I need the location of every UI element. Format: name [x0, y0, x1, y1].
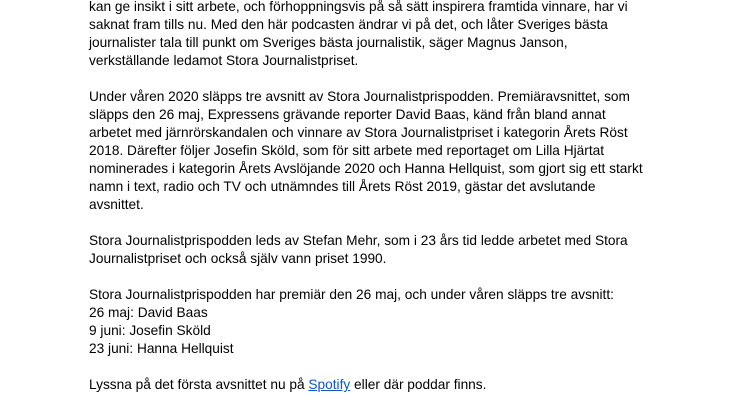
schedule-item: 23 juni: Hanna Hellquist: [89, 341, 234, 356]
text-line: 2018. Därefter följer Josefin Sköld, som för sitt arbete med reportaget om Lilla Hjärtat: [89, 143, 605, 158]
text-line: avsnittet.: [89, 197, 144, 212]
listen-text-after: eller där poddar finns.: [350, 377, 487, 392]
document-body: [89, 0, 729, 394]
spotify-link[interactable]: Spotify: [308, 377, 351, 392]
text-line: kan ge insikt i sitt arbete, och förhoppningsvis på så sätt inspirera framtida vinnare, har vi: [89, 0, 628, 14]
paragraph-quote-end: [89, 0, 729, 70]
text-line: journalister tala till punkt om Sveriges bästa journalistik, säger Magnus Janson,: [89, 35, 568, 50]
paragraph-schedule: [89, 286, 729, 358]
text-line: verkställande ledamot Stora Journalistpriset.: [89, 53, 359, 68]
text-line: Stora Journalistprispodden leds av Stefan Mehr, som i 23 års tid ledde arbetet med Stora: [89, 233, 628, 248]
listen-text-before: Lyssna på det första avsnittet nu på: [89, 377, 309, 392]
text-line: släpps den 26 maj, Expressens grävande reporter David Baas, känd från bland annat: [89, 107, 606, 122]
text-line: Stora Journalistprispodden har premiär den 26 maj, och under våren släpps tre avsnitt:: [89, 287, 614, 302]
text-line: Journalistpriset och också själv vann priset 1990.: [89, 251, 387, 266]
paragraph-spacer: [89, 358, 729, 376]
text-line: Under våren 2020 släpps tre avsnitt av Stora Journalistprispodden. Premiäravsnittet, som: [89, 89, 630, 104]
paragraph-spacer: [89, 268, 729, 286]
paragraph-spacer: [89, 70, 729, 88]
paragraph-spacer: [89, 214, 729, 232]
listen-line: [89, 376, 729, 394]
schedule-item: 9 juni: Josefin Sköld: [89, 323, 211, 338]
text-line: nominerades i kategorin Årets Avslöjande 2020 och Hanna Hellquist, som gjort sig ett starkt: [89, 161, 643, 176]
text-line: arbetet med järnrörskandalen och vinnare av Stora Journalistpriset i kategorin Årets Röst: [89, 125, 628, 140]
text-line: namn i text, radio och TV och utnämndes till Årets Röst 2019, gästar det avslutande: [89, 179, 596, 194]
schedule-item: 26 maj: David Baas: [89, 305, 208, 320]
paragraph-episodes: [89, 88, 729, 214]
paragraph-host: [89, 232, 729, 268]
text-line: saknat fram tills nu. Med den här podcasten ändrar vi på det, och låter Sveriges bästa: [89, 17, 608, 32]
